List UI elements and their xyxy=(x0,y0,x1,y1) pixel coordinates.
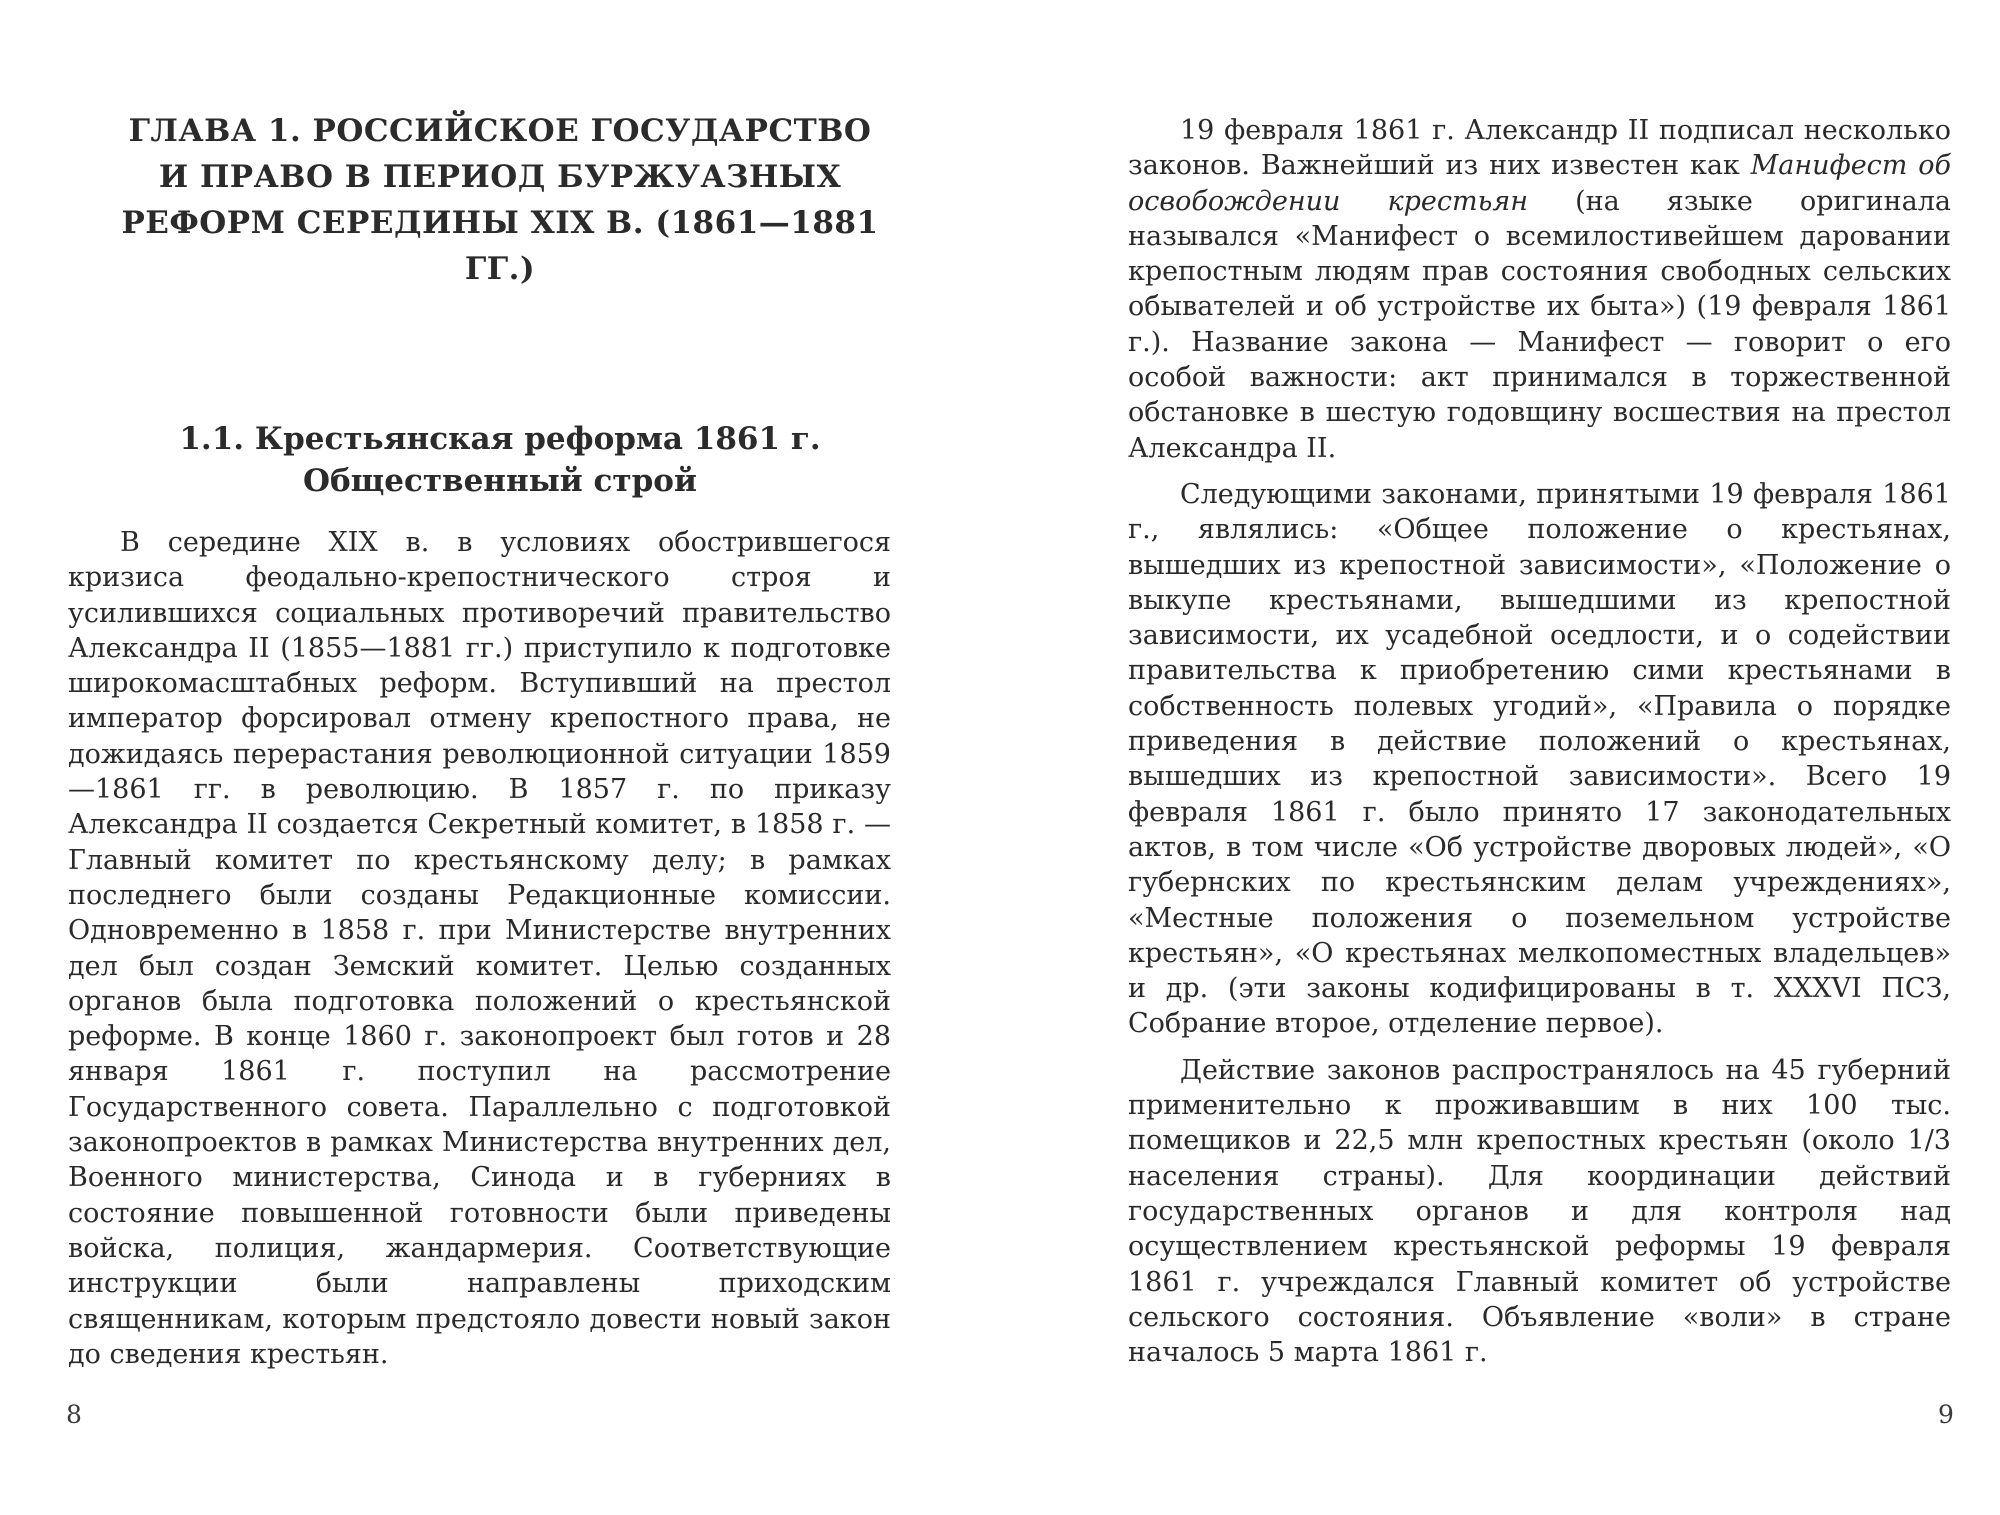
paragraph: В середине XIX в. в условиях обострившегося кризиса феодально-крепостнического строя и усилившихся социальных противоречий правительство Александра II (1855—1881 гг.) приступило к подготовке широкомасштабных реформ. Вступивший на престол император форсировал отмену крепостного права, не дожидаясь перерастания революционной ситуации 1859—1861 гг. в революцию. В 1857 г. по приказу Александра II создается Секретный комитет, в 1858 г. — Главный комитет по крестьянскому делу; в рамках последнего были созданы Редакционные комиссии. Одновременно в 1858 г. при Министерстве внутренних дел был создан Земский комитет. Целью созданных органов была подготовка положений о крестьянской реформе. В конце 1860 г. законопроект был готов и 28 января 1861 г. поступил на рассмотрение Государственного совета. Параллельно с подготовкой законопроектов в рамках Министерства внутренних дел, Военного министерства, Синода и в губерниях в состояние повышенной готовности были приведены войска, полиция, жандармерия. Соответствующие инструкции были направлены приходским священникам, которым предстояло довести новый закон до сведения крестьян. xyxy=(68,527,891,1370)
page-number-left: 8 xyxy=(66,1400,82,1429)
right-page xyxy=(1000,0,2000,1515)
left-page-body xyxy=(68,525,891,1372)
section-title: 1.1. Крестьянская реформа 1861 г. Общественный строй xyxy=(179,421,821,499)
page-number-right: 9 xyxy=(1938,1400,1954,1429)
paragraph xyxy=(1128,113,1951,466)
manifest-title-italic: Манифест об освобождении крестьян xyxy=(1128,150,1951,217)
paragraph-text: (на языке оригинала назывался «Манифест о всемилостивейшем даровании крепостным людям прав состояния свободных сельских обывателей и об устройстве их быта») (19 февраля 1861 г.). Название закона — Манифест — говорит о его особой важности: акт принимался в торжественной обстановке в шестую годовщину восшествия на престол Александра II. xyxy=(1128,185,1952,464)
paragraph: Действие законов распространялось на 45 губерний применительно к проживавшим в них 100 тыс. помещиков и 22,5 млн крепостных крестьян (около 1/3 населения страны). Для координации действий государственных органов и для контроля над осуществлением крестьянской реформы 19 февраля 1861 г. учреждался Главный комитет об устройстве сельского состояния. Объявление «воли» в стране началось 5 марта 1861 г. xyxy=(1128,1054,1951,1369)
paragraph: Следующими законами, принятыми 19 февраля 1861 г., являлись: «Общее положение о крестьянах, вышедших из крепостной зависимости», «Положение о выкупе крестьянами, вышедшими из крепостной зависимости, их усадебной оседлости, и о содействии правительства к приобретению сими крестьянами в собственность полевых угодий», «Правила о порядке приведения в действие положений о крестьянах, вышедших из крепостной зависимости». Всего 19 февраля 1861 г. было принято 17 законодательных актов, в том числе «Об устройстве дворовых людей», «О губернских по крестьянским делам учреждениях», «Местные положения о поземельном устройстве крестьян», «О крестьянах мелкопоместных владельцев» и др. (эти законы кодифицированы в т. XXXVI ПСЗ, Собрание второе, отделение первое). xyxy=(1128,478,1951,1040)
right-page-body xyxy=(1128,113,1951,1370)
paragraph-text: 19 февраля 1861 г. Александр II подписал несколько законов. Важнейший из них известен как xyxy=(1128,115,1951,182)
chapter-title: ГЛАВА 1. РОССИЙСКОЕ ГОСУДАРСТВО И ПРАВО В ПЕРИОД БУРЖУАЗНЫХ РЕФОРМ СЕРЕДИНЫ XIX В. (1861—1881 ГГ.) xyxy=(121,113,879,287)
